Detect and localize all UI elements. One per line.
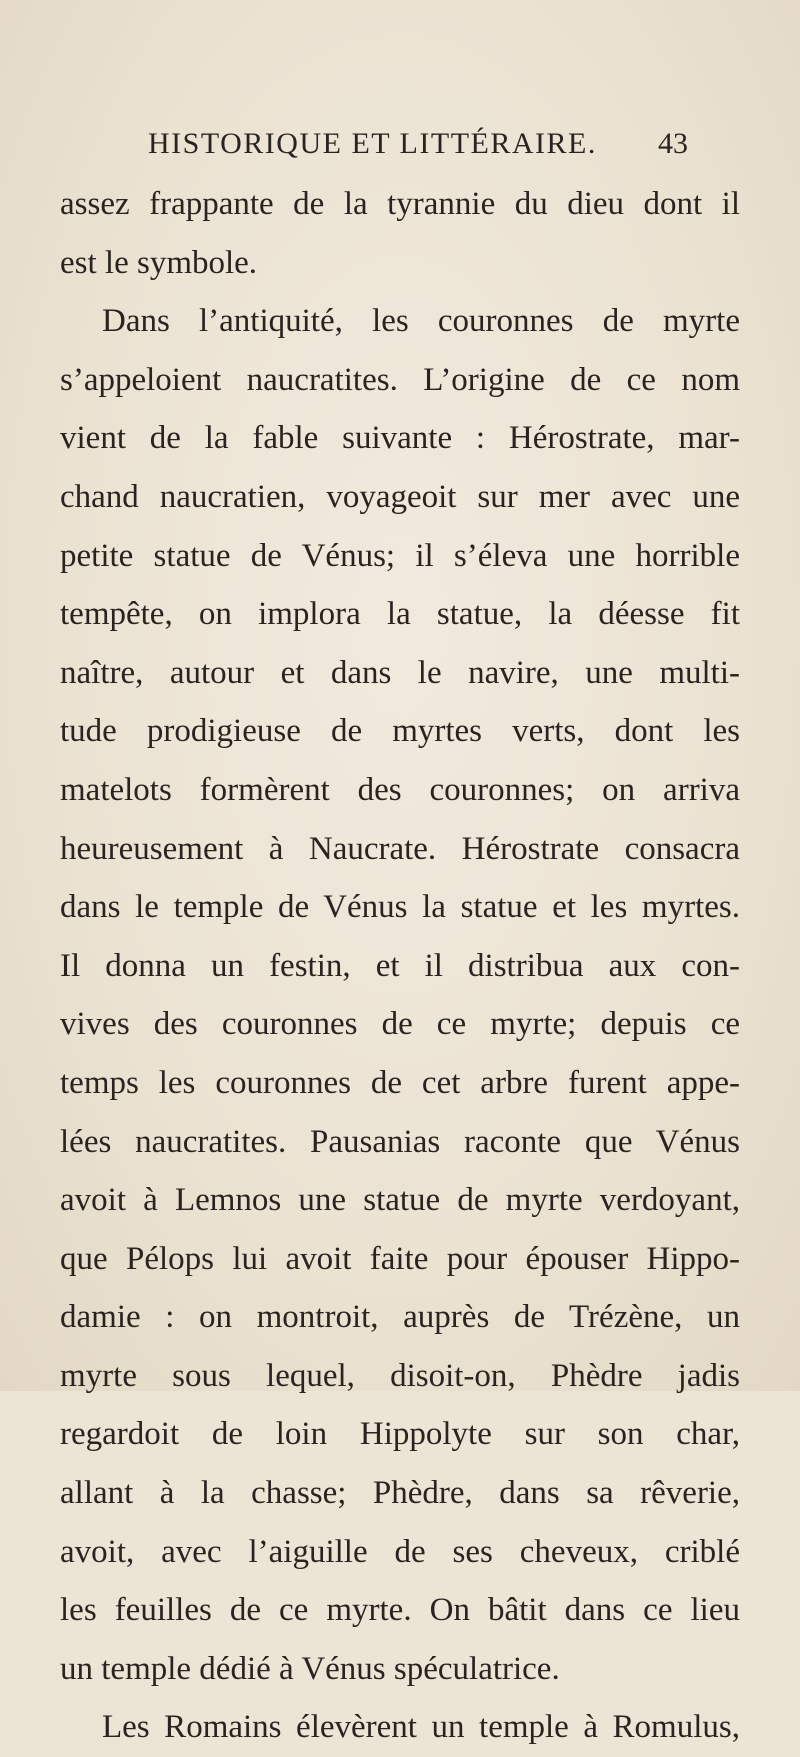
text-line: assez frappante de la tyrannie du dieu dont il [60, 186, 740, 222]
text-line: petite statue de Vénus; il s’éleva une horrible [60, 537, 740, 574]
text-line: avoit à Lemnos une statue de myrte verdoyant, [60, 1182, 740, 1219]
text-line: Il donna un festin, et il distribua aux con- [60, 947, 740, 984]
text-line: vives des couronnes de ce myrte; depuis ce [60, 1006, 740, 1043]
text-line: tempête, on implora la statue, la déesse fit [60, 596, 740, 633]
text-line: matelots formèrent des couronnes; on arriva [60, 771, 740, 808]
text-line: allant à la chasse; Phèdre, dans sa rêverie, [60, 1475, 740, 1512]
text-line: lées naucratites. Pausanias raconte que Vénus [60, 1123, 740, 1160]
body-text [60, 175, 740, 1757]
text-line: les feuilles de ce myrte. On bâtit dans ce lieu [60, 1592, 740, 1629]
text-line: est le symbole. [60, 244, 258, 281]
text-line: regardoit de loin Hippolyte sur son char, [60, 1416, 740, 1453]
text-line: Dans l’antiquité, les couronnes de myrte [102, 303, 740, 340]
text-line: myrte sous lequel, disoit-on, Phèdre jadis [60, 1357, 740, 1394]
text-line: temps les couronnes de cet arbre furent appe- [60, 1064, 740, 1101]
text-line: avoit, avec l’aiguille de ses cheveux, criblé [60, 1533, 740, 1570]
text-line: Les Romains élevèrent un temple à Romulus, [102, 1709, 740, 1746]
text-line: tude prodigieuse de myrtes verts, dont les [60, 713, 740, 750]
text-line: damie : on montroit, auprès de Trézène, un [60, 1299, 740, 1336]
text-line: un temple dédié à Vénus spéculatrice. [60, 1650, 560, 1687]
text-line: naître, autour et dans le navire, une multi- [60, 654, 740, 691]
running-title: HISTORIQUE ET LITTÉRAIRE. [148, 127, 597, 160]
text-line: que Pélops lui avoit faite pour épouser Hippo- [60, 1240, 740, 1277]
page-number: 43 [658, 127, 688, 160]
running-head [148, 127, 688, 171]
text-line: vient de la fable suivante : Hérostrate, mar- [60, 420, 740, 457]
text-line: heureusement à Naucrate. Hérostrate consacra [60, 830, 740, 867]
text-line: chand naucratien, voyageoit sur mer avec une [60, 478, 740, 515]
text-line: s’appeloient naucratites. L’origine de ce nom [60, 361, 740, 398]
text-line: dans le temple de Vénus la statue et les myrtes. [60, 889, 740, 926]
